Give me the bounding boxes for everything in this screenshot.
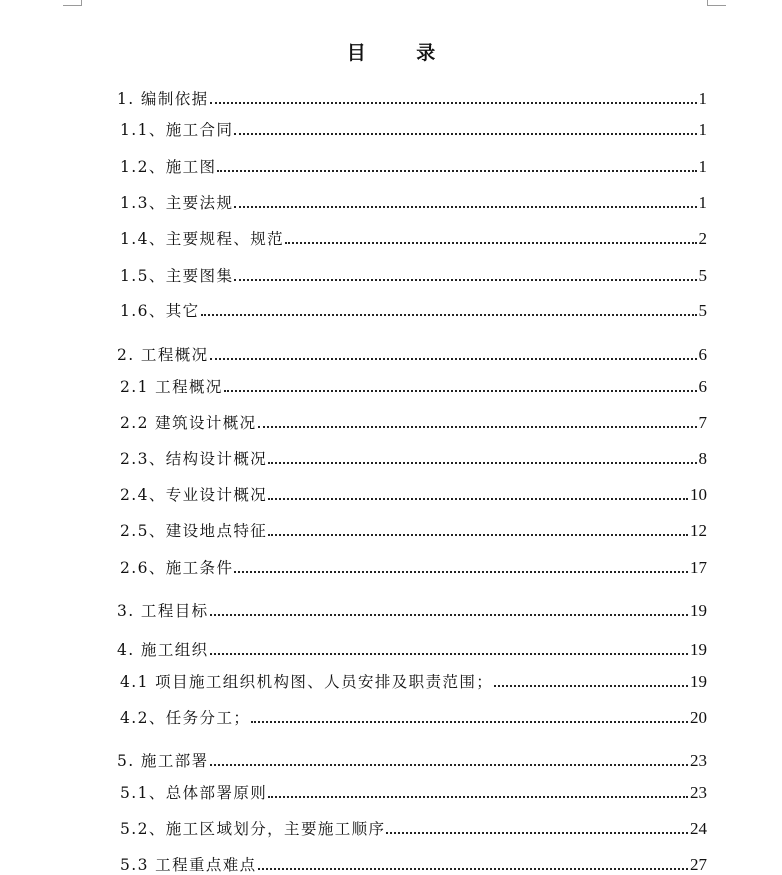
toc-entry-page-number: 23 (690, 751, 707, 770)
toc-dot-leader (210, 358, 697, 360)
toc-entry-label: 2.6、施工条件 (120, 559, 234, 577)
toc-entry[interactable] (120, 783, 707, 803)
toc-entry[interactable] (117, 751, 707, 771)
toc-entry[interactable] (120, 266, 707, 286)
toc-entry-label: 1.2、施工图 (120, 158, 217, 176)
toc-entry-page-number: 19 (690, 601, 707, 620)
page-corner-mark-right (707, 0, 726, 6)
toc-dot-leader (285, 242, 696, 244)
toc-entry[interactable] (120, 855, 707, 875)
toc-entry[interactable] (120, 485, 707, 505)
toc-dot-leader (251, 721, 688, 723)
toc-entry-label: 1. 编制依据 (117, 90, 209, 108)
toc-dot-leader (268, 498, 688, 500)
toc-entry-label: 2.5、建设地点特征 (120, 522, 268, 540)
toc-entry[interactable] (120, 157, 707, 177)
toc-entry-label: 5.2、施工区域划分，主要施工顺序 (120, 820, 386, 838)
toc-dot-leader (201, 314, 697, 316)
toc-dot-leader (268, 534, 688, 536)
toc-entry[interactable] (117, 640, 707, 660)
toc-entry[interactable] (120, 708, 707, 728)
toc-entry-label: 5.3 工程重点难点 (120, 856, 257, 874)
toc-entry-label: 5. 施工部署 (117, 752, 209, 770)
toc-title: 目 录 (346, 42, 458, 64)
toc-entry-label: 4.2、任务分工； (120, 709, 251, 727)
toc-dot-leader (268, 796, 688, 798)
toc-entry-label: 2.4、专业设计概况 (120, 486, 268, 504)
toc-entry-label: 2. 工程概况 (117, 346, 209, 364)
toc-entry-page-number: 12 (690, 521, 707, 540)
toc-dot-leader (258, 868, 688, 870)
toc-entry-page-number: 20 (690, 708, 707, 727)
toc-entry-page-number: 1 (698, 157, 707, 176)
toc-dot-leader (234, 133, 696, 135)
toc-entry-page-number: 6 (698, 345, 707, 364)
page-corner-mark-left (63, 0, 82, 6)
toc-entry[interactable] (120, 120, 707, 140)
toc-entry[interactable] (120, 377, 707, 397)
toc-entry-label: 4.1 项目施工组织机构图、人员安排及职责范围； (120, 673, 494, 691)
toc-dot-leader (234, 279, 696, 281)
toc-entry[interactable] (120, 229, 707, 249)
toc-dot-leader (210, 614, 688, 616)
toc-entry-page-number: 1 (698, 89, 707, 108)
toc-entry-label: 1.1、施工合同 (120, 121, 234, 139)
toc-entry-page-number: 5 (698, 301, 707, 320)
toc-entry[interactable] (117, 89, 707, 109)
toc-entry[interactable] (120, 819, 707, 839)
toc-entry[interactable] (117, 345, 707, 365)
toc-dot-leader (234, 206, 696, 208)
toc-entry-label: 2.2 建筑设计概况 (120, 414, 257, 432)
toc-entry-page-number: 2 (698, 229, 707, 248)
toc-entry-page-number: 19 (690, 640, 707, 659)
toc-entry[interactable] (117, 601, 707, 621)
toc-entry-page-number: 23 (690, 783, 707, 802)
toc-entry-page-number: 7 (698, 413, 707, 432)
toc-entry[interactable] (120, 521, 707, 541)
toc-entry-label: 5.1、总体部署原则 (120, 784, 268, 802)
toc-dot-leader (210, 764, 688, 766)
toc-entry-page-number: 6 (698, 377, 707, 396)
toc-dot-leader (268, 462, 696, 464)
toc-entry-label: 2.1 工程概况 (120, 378, 223, 396)
toc-entry-label: 2.3、结构设计概况 (120, 450, 268, 468)
toc-entry[interactable] (120, 301, 707, 321)
toc-entry-label: 4. 施工组织 (117, 641, 209, 659)
toc-entry-page-number: 17 (690, 558, 707, 577)
toc-entry-label: 1.4、主要规程、规范 (120, 230, 285, 248)
toc-dot-leader (234, 571, 688, 573)
toc-entry[interactable] (120, 413, 707, 433)
toc-entry[interactable] (120, 449, 707, 469)
toc-entry-page-number: 10 (690, 485, 707, 504)
toc-entry-page-number: 8 (698, 449, 707, 468)
toc-dot-leader (386, 832, 688, 834)
toc-dot-leader (224, 390, 697, 392)
toc-dot-leader (217, 170, 696, 172)
toc-entry-page-number: 1 (698, 193, 707, 212)
toc-entry-page-number: 5 (698, 266, 707, 285)
toc-entry[interactable] (120, 672, 707, 692)
toc-entry-label: 3. 工程目标 (117, 602, 209, 620)
toc-dot-leader (494, 685, 688, 687)
toc-entry[interactable] (120, 558, 707, 578)
toc-dot-leader (258, 426, 697, 428)
toc-entry-label: 1.6、其它 (120, 302, 200, 320)
toc-entry-label: 1.5、主要图集 (120, 267, 234, 285)
toc-dot-leader (210, 653, 688, 655)
toc-entry-page-number: 24 (690, 819, 707, 838)
toc-entry-page-number: 1 (698, 120, 707, 139)
toc-entry-label: 1.3、主要法规 (120, 194, 234, 212)
toc-dot-leader (210, 102, 697, 104)
toc-entry-page-number: 27 (690, 855, 707, 874)
toc-entry-page-number: 19 (690, 672, 707, 691)
toc-entry[interactable] (120, 193, 707, 213)
